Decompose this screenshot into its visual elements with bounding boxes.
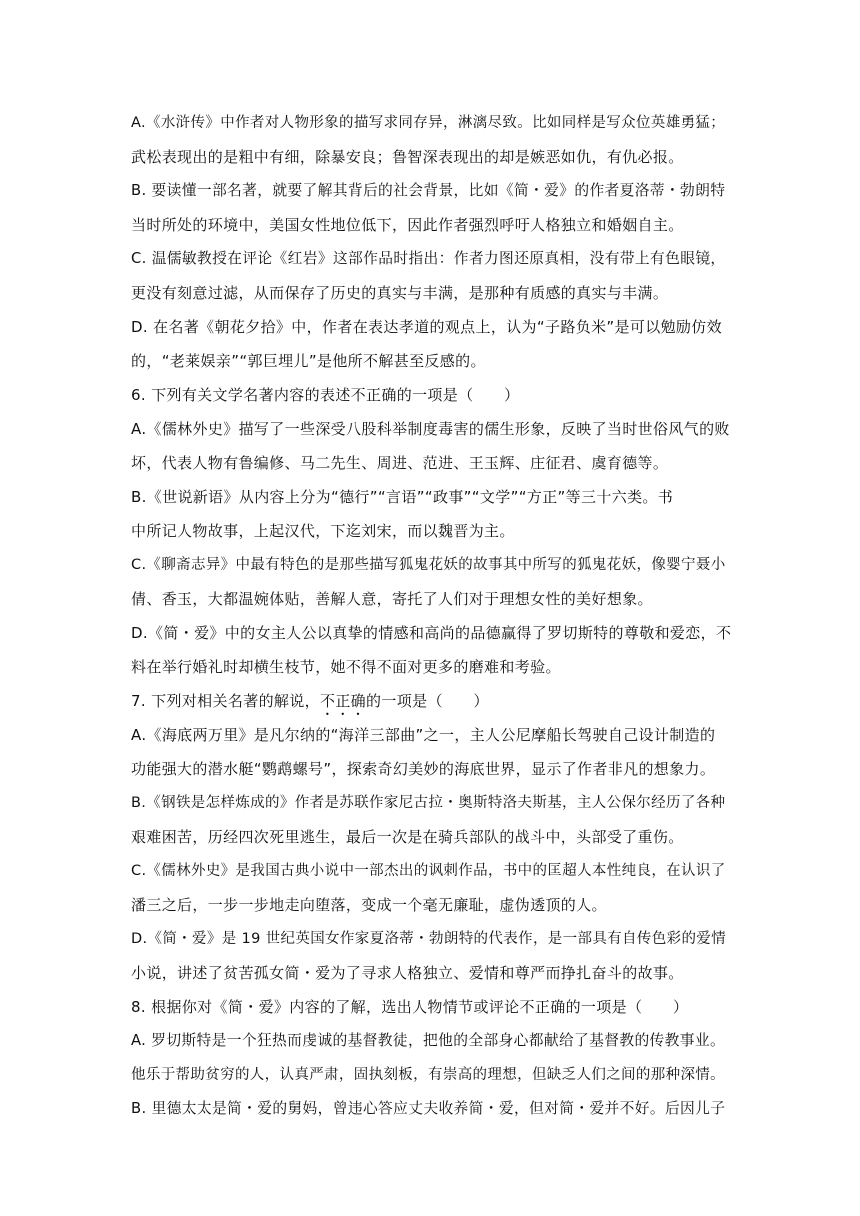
text-line: 艰难困苦，历经四次死里逃生，最后一次是在骑兵部队的战斗中，头部受了重伤。	[131, 828, 684, 846]
text-line: 当时所处的环境中，美国女性地位低下，因此作者强烈呼吁人格独立和婚姻自主。	[131, 216, 684, 234]
text-line: B.《世说新语》从内容上分为“德行”“言语”“政事”“文学”“方正”等三十六类。书	[131, 488, 674, 506]
question-6-stem: 6. 下列有关文学名著内容的表述不正确的一项是（ ）	[131, 386, 520, 404]
text-line: 小说，讲述了贫苦孤女简・爱为了寻求人格独立、爱情和尊严而挣扎奋斗的故事。	[131, 964, 684, 982]
text-line: B. 要读懂一部名著，就要了解其背后的社会背景，比如《简・爱》的作者夏洛蒂・勃朗特	[131, 182, 726, 199]
question-7-stem-before: 7. 下列对相关名著的解说，	[131, 692, 320, 710]
text-line: C.《儒林外史》是我国古典小说中一部杰出的讽刺作品，书中的匡超人本性纯良，在认识了	[131, 863, 726, 879]
question-7-stem-after: 的一项是（ ）	[366, 692, 489, 710]
question-8-stem: 8. 根据你对《简・爱》内容的了解，选出人物情节或评论不正确的一项是（ ）	[131, 998, 689, 1016]
text-line: D.《简・爱》是 19 世纪英国女作家夏洛蒂・勃朗特的代表作，是一部具有自传色彩的爱情	[131, 931, 726, 947]
text-line: 料在举行婚礼时却横生枝节，她不得不面对更多的磨难和考验。	[131, 658, 561, 676]
text-line: D. 在名著《朝花夕拾》中，作者在表达孝道的观点上，认为“子路负米”是可以勉励仿效	[131, 318, 722, 336]
text-line: 潘三之后，一步一步地走向堕落，变成一个毫无廉耻，虚伪透顶的人。	[131, 896, 607, 914]
text-line: 倩、香玉，大都温婉体贴，善解人意，寄托了人们对于理想女性的美好想象。	[131, 590, 653, 608]
document-body	[131, 106, 731, 1126]
text-line: C.《聊斋志异》中最有特色的是那些描写狐鬼花妖的故事其中所写的狐鬼花妖，像婴宁聂小	[131, 557, 726, 573]
text-line: 他乐于帮助贫穷的人，认真严肃，固执刻板，有崇高的理想，但缺乏人们之间的那种深情。	[131, 1067, 725, 1083]
text-line: 中所记人物故事，上起汉代，下迄刘宋，而以魏晋为主。	[131, 522, 515, 540]
text-line: D.《简・爱》中的女主人公以真挚的情感和高尚的品德赢得了罗切斯特的尊敬和爱恋，不	[131, 624, 732, 642]
text-line: A.《海底两万里》是凡尔纳的“海洋三部曲”之一，主人公尼摩船长驾驶自己设计制造的	[131, 726, 716, 744]
text-line: 武松表现出的是粗中有细，除暴安良；鲁智深表现出的却是嫉恶如仇，有仇必报。	[131, 148, 684, 166]
text-line: 功能强大的潜水艇“鹦鹉螺号”，探索奇幻美妙的海底世界，显示了作者非凡的想象力。	[131, 760, 716, 778]
text-line: 的，“老莱娱亲”“郭巨埋儿”是他所不解甚至反感的。	[131, 352, 486, 370]
text-line: 坏，代表人物有鲁编修、马二先生、周进、范进、王玉辉、庄征君、虞育德等。	[131, 454, 669, 472]
text-line: B.《钢铁是怎样炼成的》作者是苏联作家尼古拉・奥斯特洛夫斯基，主人公保尔经历了各种	[131, 795, 726, 811]
text-line: A. 罗切斯特是一个狂热而虔诚的基督教徒，把他的全部身心都献给了基督教的传教事业。	[131, 1032, 726, 1049]
question-7-emphasis: 不正确	[319, 692, 367, 710]
text-line: B. 里德太太是简・爱的舅妈，曾违心答应丈夫收养简・爱，但对简・爱并不好。后因儿子	[131, 1100, 726, 1117]
text-line: 更没有刻意过滤，从而保存了历史的真实与丰满，是那种有质感的真实与丰满。	[131, 284, 669, 302]
question-7-stem	[131, 684, 731, 718]
text-line: A.《儒林外史》描写了一些深受八股科举制度毒害的儒生形象，反映了当时世俗风气的败	[131, 420, 730, 438]
text-line: C. 温儒敏教授在评论《红岩》这部作品时指出：作者力图还原真相，没有带上有色眼镜，	[131, 250, 726, 267]
text-line: A.《水浒传》中作者对人物形象的描写求同存异，淋漓尽致。比如同样是写众位英雄勇猛；	[131, 115, 726, 131]
